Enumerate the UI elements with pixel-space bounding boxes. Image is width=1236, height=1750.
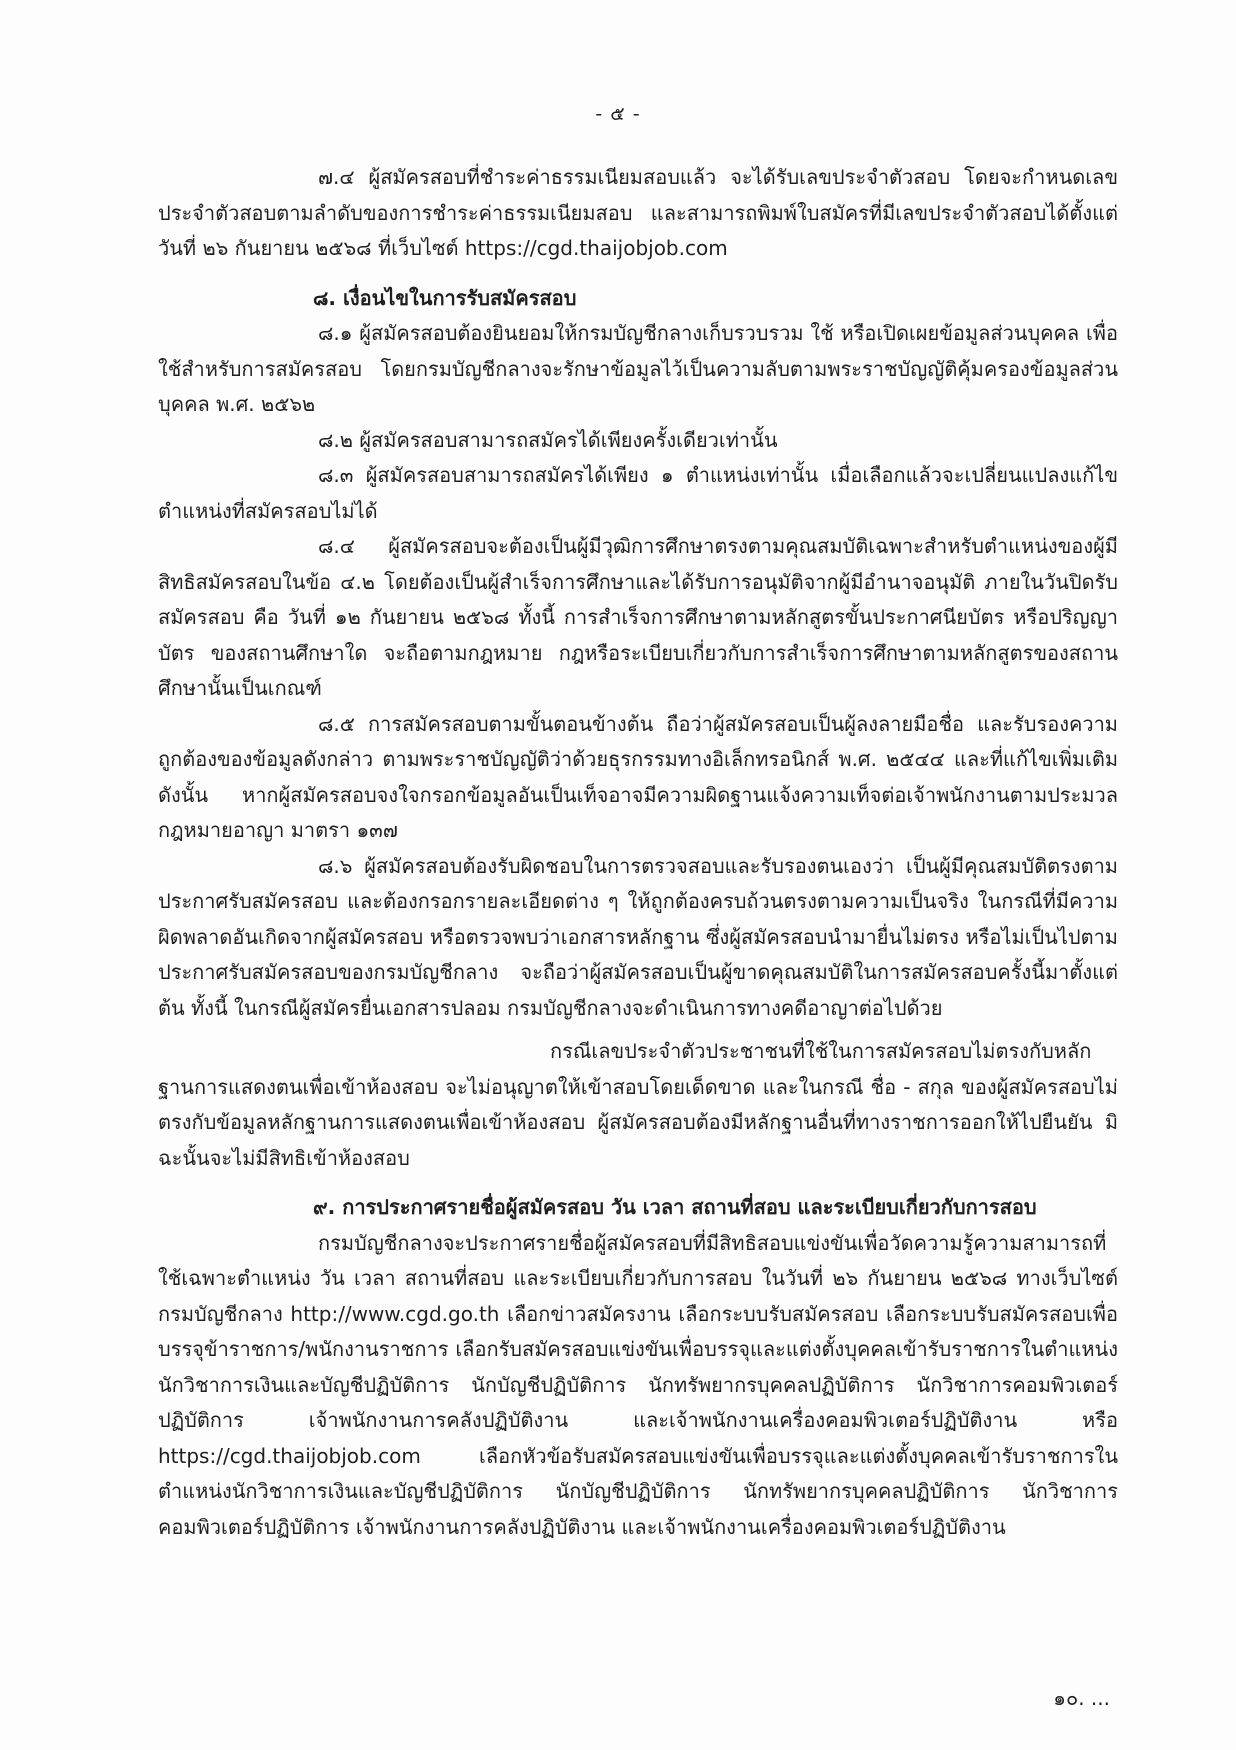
heading-section-8: ๘. เงื่อนไขในการรับสมัครสอบ xyxy=(313,285,577,310)
paragraph-8-6: ๘.๖ ผู้สมัครสอบต้องรับผิดชอบในการตรวจสอบและรับรองตนเองว่า เป็นผู้มีคุณสมบัติตรงตามประกาศรับสมัครสอบ และต้องกรอกรายละเอียดต่าง ๆ ให้ถูกต้องครบถ้วนตรงตามความเป็นจริง ในกรณีที่มีความผิดพลาดอันเกิดจากผู้สมัครสอบ หรือตรวจพบว่าเอกสารหลักฐาน ซึ่งผู้สมัครสอบนำมายื่นไม่ตรง หรือไม่เป็นไปตามประกาศรับสมัครสอบของกรมบัญชีกลาง จะถือว่าผู้สมัครสอบเป็นผู้ขาดคุณสมบัติในการสมัครสอบครั้งนี้มาตั้งแต่ต้น ทั้งนี้ ในกรณีผู้สมัครยื่นเอกสารปลอม กรมบัญชีกลางจะดำเนินการทางคดีอาญาต่อไปด้วย xyxy=(158,853,1118,1020)
paragraph-9: กรมบัญชีกลางจะประกาศรายชื่อผู้สมัครสอบที่มีสิทธิสอบแข่งขันเพื่อวัดความรู้ความสามารถที่ใช้เฉพาะตำแหน่ง วัน เวลา สถานที่สอบ และระเบียบเกี่ยวกับการสอบ ในวันที่ ๒๖ กันยายน ๒๕๖๘ ทางเว็บไซต์กรมบัญชีกลาง http://www.cgd.go.th เลือกข่าวสมัครงาน เลือกระบบรับสมัครสอบ เลือกระบบรับสมัครสอบเพื่อบรรจุข้าราชการ/พนักงานราชการ เลือกรับสมัครสอบแข่งขันเพื่อบรรจุและแต่งตั้งบุคคลเข้ารับราชการในตำแหน่งนักวิชาการเงินและบัญชีปฏิบัติการ นักบัญชีปฏิบัติการ นักทรัพยากรบุคคลปฏิบัติการ นักวิชาการคอมพิวเตอร์ปฏิบัติการ เจ้าพนักงานการคลังปฏิบัติงาน และเจ้าพนักงานเครื่องคอมพิวเตอร์ปฏิบัติงาน หรือ https://cgd.thaijobjob.com เลือกหัวข้อรับสมัครสอบแข่งขันเพื่อบรรจุและแต่งตั้งบุคคลเข้ารับราชการในตำแหน่งนักวิชาการเงินและบัญชีปฏิบัติการ นักบัญชีปฏิบัติการ นักทรัพยากรบุคคลปฏิบัติการ นักวิชาการคอมพิวเตอร์ปฏิบัติการ เจ้าพนักงานการคลังปฏิบัติงาน และเจ้าพนักงานเครื่องคอมพิวเตอร์ปฏิบัติงาน xyxy=(158,1230,1118,1539)
paragraph-8-3: ๘.๓ ผู้สมัครสอบสามารถสมัครได้เพียง ๑ ตำแหน่งเท่านั้น เมื่อเลือกแล้วจะเปลี่ยนแปลงแก้ไขตำแหน่งที่สมัครสอบไม่ได้ xyxy=(158,463,1118,523)
paragraph-8-1: ๘.๑ ผู้สมัครสอบต้องยินยอมให้กรมบัญชีกลางเก็บรวบรวม ใช้ หรือเปิดเผยข้อมูลส่วนบุคคล เพื่อใช้สำหรับการสมัครสอบ โดยกรมบัญชีกลางจะรักษาข้อมูลไว้เป็นความลับตามพระราชบัญญัติคุ้มครองข้อมูลส่วนบุคคล พ.ศ. ๒๕๖๒ xyxy=(158,321,1118,416)
document-body xyxy=(158,160,1118,1545)
paragraph-id-note: กรณีเลขประจำตัวประชาชนที่ใช้ในการสมัครสอบไม่ตรงกับหลักฐานการแสดงตนเพื่อเข้าห้องสอบ จะไม่อนุญาตให้เข้าสอบโดยเด็ดขาด และในกรณี ชื่อ - สกุล ของผู้สมัครสอบไม่ตรงกับข้อมูลหลักฐานการแสดงตนเพื่อเข้าห้องสอบ ผู้สมัครสอบต้องมีหลักฐานอื่นที่ทางราชการออกให้ไปยืนยัน มิฉะนั้นจะไม่มีสิทธิเข้าห้องสอบ xyxy=(158,1039,1118,1170)
page-number: - ๕ - xyxy=(595,103,641,125)
paragraph-8-2: ๘.๒ ผู้สมัครสอบสามารถสมัครได้เพียงครั้งเดียวเท่านั้น xyxy=(318,427,778,452)
heading-section-9: ๙. การประกาศรายชื่อผู้สมัครสอบ วัน เวลา สถานที่สอบ และระเบียบเกี่ยวกับการสอบ xyxy=(313,1195,1037,1219)
paragraph-8-5: ๘.๕ การสมัครสอบตามขั้นตอนข้างต้น ถือว่าผู้สมัครสอบเป็นผู้ลงลายมือชื่อ และรับรองความถูกต้องของข้อมูลดังกล่าว ตามพระราชบัญญัติว่าด้วยธุรกรรมทางอิเล็กทรอนิกส์ พ.ศ. ๒๕๔๔ และที่แก้ไขเพิ่มเติม ดังนั้น หากผู้สมัครสอบจงใจกรอกข้อมูลอันเป็นเท็จอาจมีความผิดฐานแจ้งความเท็จต่อเจ้าพนักงานตามประมวลกฎหมายอาญา มาตรา ๑๓๗ xyxy=(158,711,1118,842)
paragraph-8-4: ๘.๔ ผู้สมัครสอบจะต้องเป็นผู้มีวุฒิการศึกษาตรงตามคุณสมบัติเฉพาะสำหรับตำแหน่งของผู้มีสิทธิสมัครสอบในข้อ ๔.๒ โดยต้องเป็นผู้สำเร็จการศึกษาและได้รับการอนุมัติจากผู้มีอำนาจอนุมัติ ภายในวันปิดรับสมัครสอบ คือ วันที่ ๑๒ กันยายน ๒๕๖๘ ทั้งนี้ การสำเร็จการศึกษาตามหลักสูตรขั้นประกาศนียบัตร หรือปริญญาบัตร ของสถานศึกษาใด จะถือตามกฎหมาย กฎหรือระเบียบเกี่ยวกับการสำเร็จการศึกษาตามหลักสูตรของสถานศึกษานั้นเป็นเกณฑ์ xyxy=(158,534,1118,700)
next-page-reference: ๑๐. ... xyxy=(1053,1686,1110,1710)
paragraph-7-4: ๗.๔ ผู้สมัครสอบที่ชำระค่าธรรมเนียมสอบแล้ว จะได้รับเลขประจำตัวสอบ โดยจะกำหนดเลขประจำตัวสอบตามลำดับของการชำระค่าธรรมเนียมสอบ และสามารถพิมพ์ใบสมัครที่มีเลขประจำตัวสอบได้ตั้งแต่วันที่ ๒๖ กันยายน ๒๕๖๘ ที่เว็บไซต์ https://cgd.thaijobjob.com xyxy=(158,165,1118,260)
